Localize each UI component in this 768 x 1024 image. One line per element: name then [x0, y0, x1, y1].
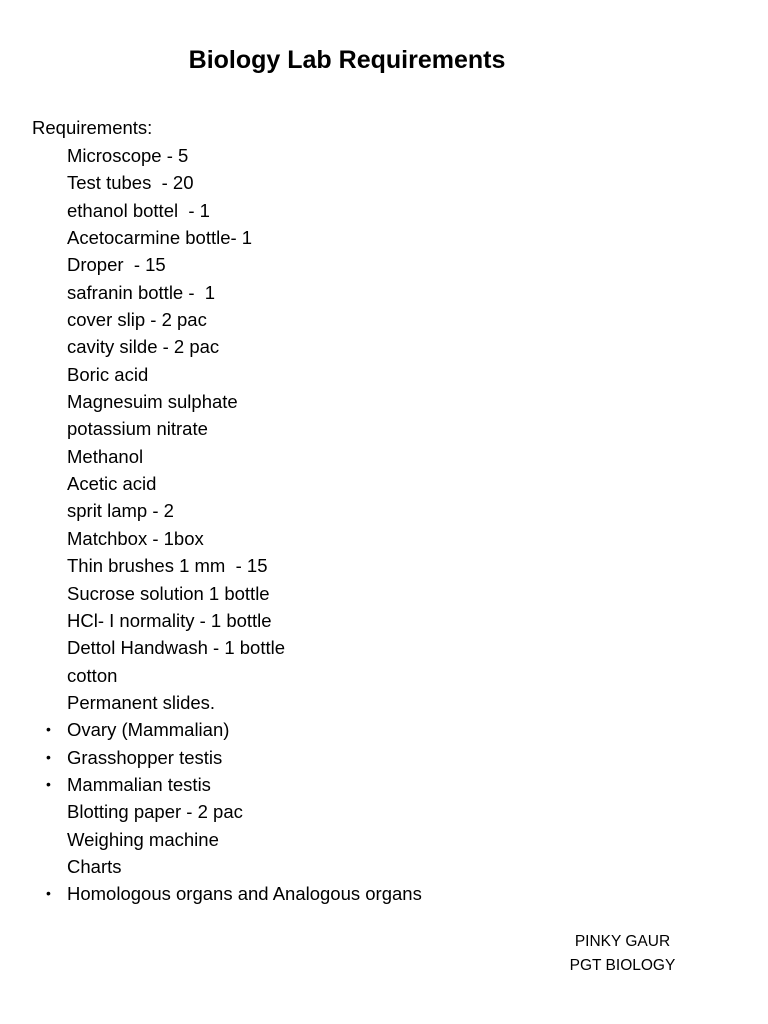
- list-item-text: cotton: [67, 664, 118, 686]
- list-item-text: Boric acid: [67, 363, 149, 385]
- list-item: [0, 607, 700, 634]
- list-item: [0, 443, 700, 470]
- list-item-text: Acetic acid: [67, 473, 157, 495]
- list-item-text: Mammalian testis: [67, 773, 211, 795]
- list-item-text: Weighing machine: [67, 828, 219, 850]
- list-item: [0, 798, 700, 825]
- list-item: [0, 826, 700, 853]
- list-item: [0, 853, 700, 880]
- list-item-text: Homologous organs and Analogous organs: [67, 883, 422, 905]
- list-item-text: Thin brushes 1 mm - 15: [67, 555, 268, 577]
- sub-list-item: [0, 744, 700, 771]
- list-item-text: ethanol bottel - 1: [67, 199, 210, 221]
- bullet-marker: •: [46, 885, 51, 902]
- list-item: [0, 251, 700, 278]
- bullet-marker: •: [46, 748, 51, 765]
- list-item-text: Sucrose solution 1 bottle: [67, 582, 270, 604]
- list-item-text: Permanent slides.: [67, 691, 216, 713]
- list-item: [0, 142, 700, 169]
- list-item: [0, 306, 700, 333]
- list-item: [0, 279, 700, 306]
- list-item: [0, 580, 700, 607]
- list-item: [0, 497, 700, 524]
- bullet-marker: •: [46, 775, 51, 792]
- sub-list-item: [0, 880, 700, 907]
- signature-designation: PGT BIOLOGY: [569, 957, 676, 974]
- list-item-text: Blotting paper - 2 pac: [67, 801, 243, 823]
- list-item-text: cavity silde - 2 pac: [67, 336, 220, 358]
- list-item-text: Droper - 15: [67, 254, 166, 276]
- sub-list-item: [0, 771, 700, 798]
- signature-block: [540, 930, 705, 978]
- list-item-text: sprit lamp - 2: [67, 500, 174, 522]
- list-item-text: Magnesuim sulphate: [67, 391, 238, 413]
- list-item: [0, 525, 700, 552]
- list-item: [0, 662, 700, 689]
- list-item: [0, 634, 700, 661]
- list-item-text: Matchbox - 1box: [67, 527, 204, 549]
- signature-name: PINKY GAUR: [574, 933, 671, 950]
- list-item-text: Dettol Handwash - 1 bottle: [67, 637, 286, 659]
- list-item-text: potassium nitrate: [67, 418, 208, 440]
- list-item: [0, 361, 700, 388]
- list-item-text: Acetocarmine bottle- 1: [67, 227, 253, 249]
- list-item-text: Grasshopper testis: [67, 746, 223, 768]
- list-item: [0, 388, 700, 415]
- sub-list-item: [0, 716, 700, 743]
- list-item: [0, 333, 700, 360]
- list-item-text: Test tubes - 20: [67, 172, 194, 194]
- list-item: [0, 552, 700, 579]
- document-title: Biology Lab Requirements: [188, 46, 506, 74]
- list-item: [0, 197, 700, 224]
- requirements-list: [0, 142, 700, 908]
- requirements-label: Requirements:: [32, 117, 153, 138]
- list-item: [0, 689, 700, 716]
- list-item: [0, 415, 700, 442]
- list-item-text: Ovary (Mammalian): [67, 719, 230, 741]
- list-item: [0, 470, 700, 497]
- list-item: [0, 169, 700, 196]
- list-item-text: HCl- I normality - 1 bottle: [67, 609, 272, 631]
- list-item-text: Microscope - 5: [67, 145, 189, 166]
- list-item-text: cover slip - 2 pac: [67, 309, 207, 331]
- list-item-text: safranin bottle - 1: [67, 281, 216, 303]
- list-item-text: Methanol: [67, 445, 144, 467]
- bullet-marker: •: [46, 721, 51, 738]
- list-item-text: Charts: [67, 855, 122, 877]
- list-item: [0, 224, 700, 251]
